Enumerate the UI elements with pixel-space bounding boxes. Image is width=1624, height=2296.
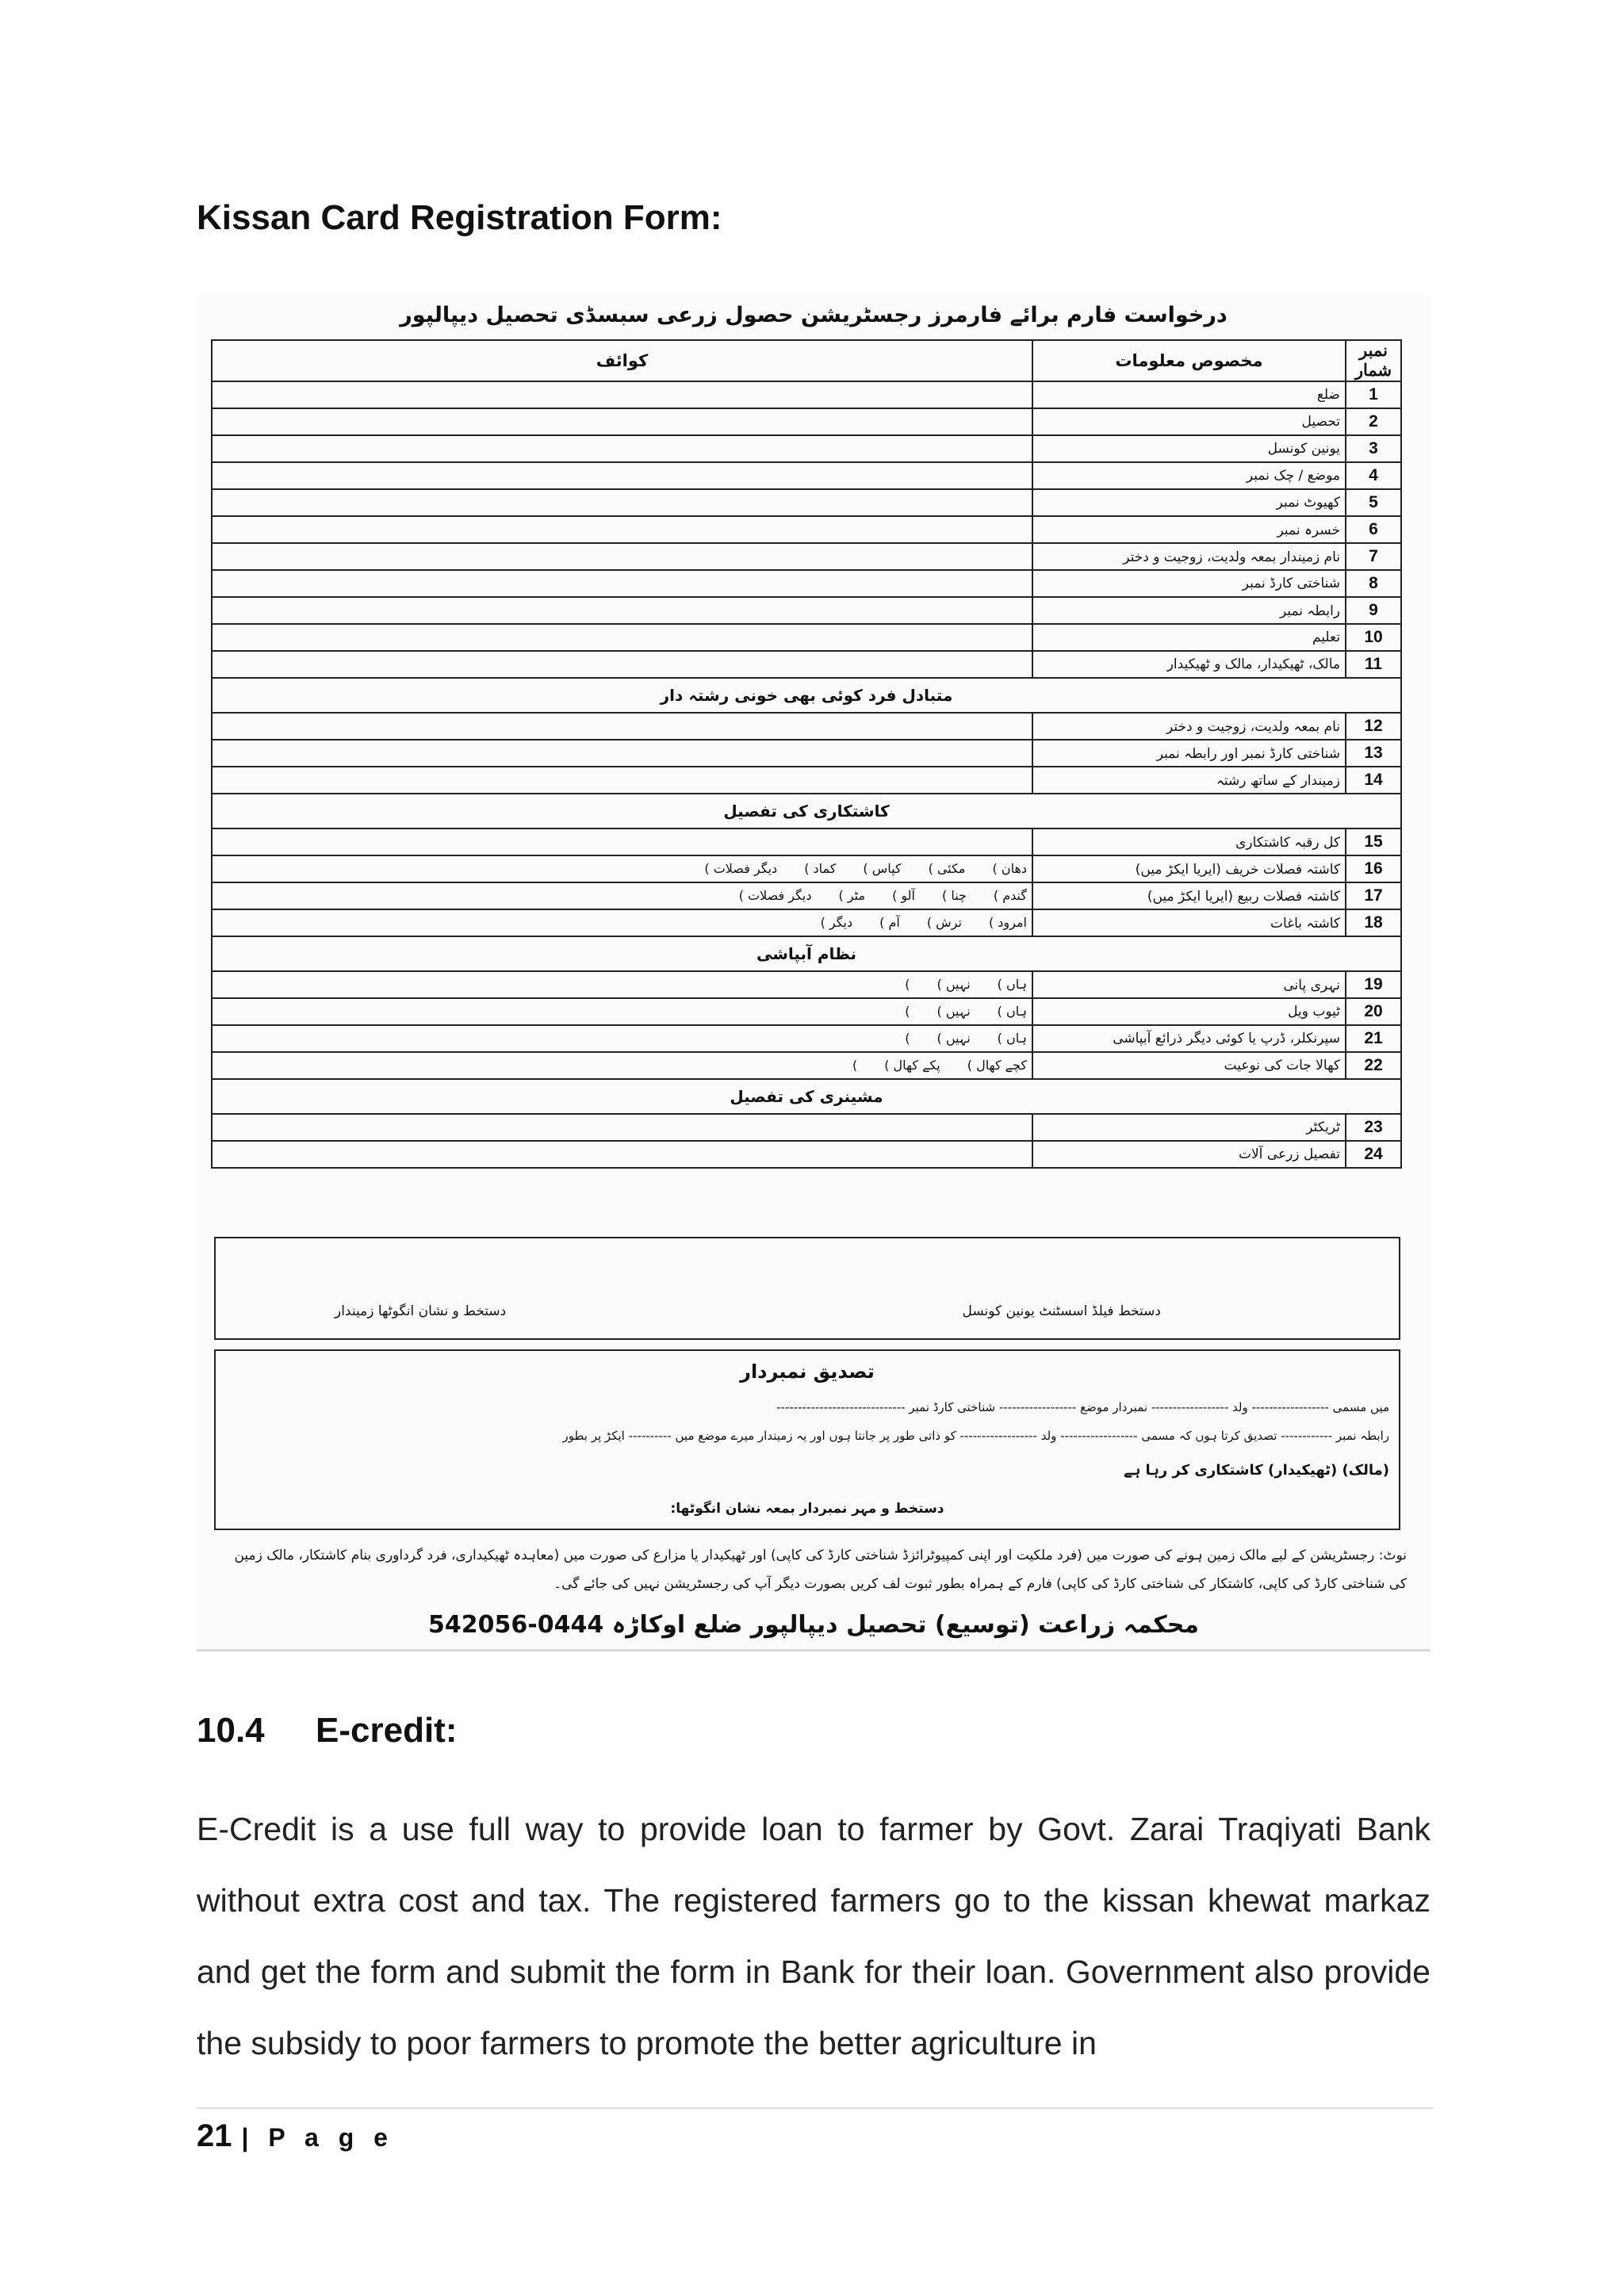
row-value-field[interactable] — [212, 1114, 1032, 1141]
row-value-field[interactable] — [212, 516, 1032, 543]
option-checkbox[interactable] — [852, 1058, 857, 1073]
form-table — [211, 339, 1402, 1169]
option-checkbox[interactable]: ہاں ) — [998, 1004, 1027, 1019]
row-number: 4 — [1346, 462, 1401, 489]
form-row — [212, 489, 1401, 516]
option-checkbox[interactable]: دھان ) — [992, 861, 1027, 876]
section-title: نظام آبپاشی — [212, 936, 1401, 971]
row-value-field[interactable] — [212, 435, 1032, 462]
section-title: مشینری کی تفصیل — [212, 1079, 1401, 1114]
scanned-registration-form — [197, 295, 1431, 1651]
signature-box — [214, 1237, 1400, 1340]
option-checkbox[interactable]: دیگر ) — [821, 915, 853, 930]
form-row — [212, 828, 1401, 855]
row-value-field[interactable] — [212, 624, 1032, 651]
section-heading — [197, 1711, 457, 1751]
row-value-field[interactable] — [212, 597, 1032, 624]
verification-line-3: (مالک) (ٹھیکیدار) کاشتکاری کر رہا ہے — [1124, 1462, 1389, 1479]
row-value-field[interactable] — [212, 909, 1032, 936]
option-checkbox[interactable]: دیگر فصلات ) — [704, 861, 777, 876]
row-label: ضلع — [1032, 381, 1346, 408]
row-number: 12 — [1346, 713, 1401, 740]
form-row — [212, 767, 1401, 794]
form-row — [212, 1025, 1401, 1052]
row-number: 1 — [1346, 381, 1401, 408]
form-row — [212, 855, 1401, 882]
option-checkbox[interactable]: ترش ) — [927, 915, 962, 930]
row-label: رابطہ نمبر — [1032, 597, 1346, 624]
row-value-field[interactable] — [212, 1052, 1032, 1079]
verification-title: تصدیق نمبردار — [740, 1360, 875, 1383]
option-checkbox[interactable]: آم ) — [879, 915, 900, 930]
row-number: 3 — [1346, 435, 1401, 462]
option-checkbox[interactable]: مٹر ) — [839, 888, 866, 903]
row-number: 24 — [1346, 1141, 1401, 1168]
verification-line-2: رابطہ نمبر ------------ تصدیق کرتا ہوں کہ مسمی ------------------ ولد ------------------ کو ذاتی طور پر جانتا ہوں اور یہ زمیندار میرے موضع میں ---------- ایکڑ پر بطور — [562, 1429, 1389, 1443]
option-checkbox[interactable] — [905, 977, 910, 992]
verification-line-1: میں مسمی ------------------ ولد ------------------ نمبردار موضع ------------------ شناختی کارڈ نمبر ------------------------------ — [776, 1400, 1389, 1414]
row-value-field[interactable] — [212, 408, 1032, 435]
row-value-field[interactable] — [212, 651, 1032, 678]
row-value-field[interactable] — [212, 1141, 1032, 1168]
row-number: 20 — [1346, 998, 1401, 1025]
section-cultivation — [212, 794, 1401, 828]
row-label: زمیندار کے ساتھ رشتہ — [1032, 767, 1346, 794]
row-label: نام بمعہ ولدیت، زوجیت و دختر — [1032, 713, 1346, 740]
row-number: 22 — [1346, 1052, 1401, 1079]
row-label: کل رقبہ کاشتکاری — [1032, 828, 1346, 855]
row-value-field[interactable] — [212, 971, 1032, 998]
form-header-row — [212, 340, 1401, 381]
option-checkbox[interactable]: نہیں ) — [937, 977, 971, 992]
option-checkbox[interactable] — [905, 1004, 910, 1019]
section-title: E-credit: — [316, 1711, 458, 1750]
option-checkbox[interactable]: نہیں ) — [937, 1031, 971, 1046]
row-label: کاشتہ فصلات خریف (ایریا ایکڑ میں) — [1032, 855, 1346, 882]
section-number: 10.4 — [197, 1711, 265, 1750]
form-row — [212, 543, 1401, 570]
form-row — [212, 882, 1401, 909]
form-row — [212, 1114, 1401, 1141]
row-value-field[interactable] — [212, 855, 1032, 882]
option-checkbox[interactable]: دیگر فصلات ) — [739, 888, 812, 903]
form-row — [212, 462, 1401, 489]
row-label: کاشتہ فصلات ربیع (ایریا ایکڑ میں) — [1032, 882, 1346, 909]
page-number: 21 — [197, 2118, 232, 2153]
option-checkbox[interactable]: امرود ) — [989, 915, 1027, 930]
form-footer-contact: محکمہ زراعت (توسیع) تحصیل دیپالپور ضلع اوکاڑہ 0444-542056 — [428, 1611, 1199, 1639]
row-label: تفصیل زرعی آلات — [1032, 1141, 1346, 1168]
section-machinery — [212, 1079, 1401, 1114]
option-checkbox[interactable]: ہاں ) — [998, 977, 1027, 992]
row-number: 11 — [1346, 651, 1401, 678]
row-number: 14 — [1346, 767, 1401, 794]
form-row — [212, 381, 1401, 408]
row-number: 16 — [1346, 855, 1401, 882]
form-row — [212, 998, 1401, 1025]
row-value-field[interactable] — [212, 713, 1032, 740]
section-title: کاشتکاری کی تفصیل — [212, 794, 1401, 828]
form-row — [212, 740, 1401, 767]
row-label: سپرنکلر، ڈرپ یا کوئی دیگر ذرائع آبپاشی — [1032, 1025, 1346, 1052]
row-label: کھالا جات کی نوعیت — [1032, 1052, 1346, 1079]
row-label: کھیوٹ نمبر — [1032, 489, 1346, 516]
row-label: ٹریکٹر — [1032, 1114, 1346, 1141]
row-value-field[interactable] — [212, 998, 1032, 1025]
form-row — [212, 651, 1401, 678]
option-checkbox[interactable]: پکے کھال ) — [884, 1058, 940, 1073]
form-note: نوٹ: رجسٹریشن کے لیے مالک زمین ہونے کی صورت میں (فرد ملکیت اور اپنی کمپیوٹرائزڈ شناختی کارڈ کی کاپی) اور ٹھیکیدار یا مزارع کی صورت میں (معاہدہ ٹھیکیداری، فرد گرداوری بنام کاشتکار، مالک زمین کی شناختی کارڈ کی کاپی، کاشتکار کی شناختی کارڈ کی کاپی) فارم کے ہمراہ بطور ثبوت لف کریں بصورت دیگر آپ کی رجسٹریشن نہیں کی جائے گی۔ — [234, 1548, 1407, 1592]
form-row — [212, 570, 1401, 597]
form-title: درخواست فارم برائے فارمرز رجسٹریشن حصول زرعی سبسڈی تحصیل دیپالپور — [400, 303, 1228, 327]
row-label: نہری پانی — [1032, 971, 1346, 998]
row-number: 21 — [1346, 1025, 1401, 1052]
row-label: ٹیوب ویل — [1032, 998, 1346, 1025]
verification-box — [214, 1349, 1400, 1530]
row-number: 9 — [1346, 597, 1401, 624]
verification-signature: دستخط و مہر نمبردار بمعہ نشان انگوٹھا: — [670, 1501, 944, 1517]
row-number: 18 — [1346, 909, 1401, 936]
row-label: خسرہ نمبر — [1032, 516, 1346, 543]
row-number: 17 — [1346, 882, 1401, 909]
option-checkbox[interactable]: کماد ) — [804, 861, 836, 876]
option-checkbox[interactable]: گندم ) — [994, 888, 1027, 903]
form-row — [212, 909, 1401, 936]
row-label: تعلیم — [1032, 624, 1346, 651]
row-value-field[interactable] — [212, 1025, 1032, 1052]
option-checkbox[interactable]: مکئی ) — [929, 861, 966, 876]
row-value-field[interactable] — [212, 740, 1032, 767]
row-value-field[interactable] — [212, 381, 1032, 408]
row-label: مالک، ٹھیکیدار، مالک و ٹھیکیدار — [1032, 651, 1346, 678]
option-checkbox[interactable]: کچے کھال ) — [967, 1058, 1027, 1073]
page-footer — [197, 2118, 394, 2154]
option-checkbox[interactable]: ہاں ) — [998, 1031, 1027, 1046]
row-label: تحصیل — [1032, 408, 1346, 435]
row-number: 23 — [1346, 1114, 1401, 1141]
form-row — [212, 713, 1401, 740]
row-number: 13 — [1346, 740, 1401, 767]
row-number: 10 — [1346, 624, 1401, 651]
option-checkbox[interactable] — [905, 1031, 910, 1046]
row-value-field[interactable] — [212, 882, 1032, 909]
row-number: 2 — [1346, 408, 1401, 435]
row-value-field[interactable] — [212, 462, 1032, 489]
option-checkbox[interactable]: آلو ) — [892, 888, 915, 903]
row-number: 8 — [1346, 570, 1401, 597]
footer-divider — [197, 2107, 1434, 2109]
form-row — [212, 1141, 1401, 1168]
row-label: شناختی کارڈ نمبر اور رابطہ نمبر — [1032, 740, 1346, 767]
option-checkbox[interactable]: چنا ) — [942, 888, 967, 903]
form-row — [212, 597, 1401, 624]
form-row — [212, 1052, 1401, 1079]
body-paragraph: E-Credit is a use full way to provide loan to farmer by Govt. Zarai Traqiyati Bank without extra cost and tax. The registered farmers go to the kissan khewat markaz and get the form and submit the form in Bank for their loan. Government also provide the subsidy to poor farmers to promote the better agriculture in — [197, 1811, 1431, 2061]
row-label: نام زمیندار بمعہ ولدیت، زوجیت و دختر — [1032, 543, 1346, 570]
header-number: نمبر شمار — [1346, 340, 1401, 381]
form-row — [212, 435, 1401, 462]
row-value-field[interactable] — [212, 489, 1032, 516]
page-label: | P a g e — [241, 2123, 394, 2152]
option-checkbox[interactable]: کپاس ) — [863, 861, 901, 876]
form-row — [212, 408, 1401, 435]
section-alternate-person — [212, 678, 1401, 713]
form-row — [212, 516, 1401, 543]
farmer-signature-label: دستخط و نشان انگوٹھا زمیندار — [335, 1303, 507, 1319]
header-details: کوائف — [212, 340, 1032, 381]
row-label: شناختی کارڈ نمبر — [1032, 570, 1346, 597]
row-label: کاشتہ باغات — [1032, 909, 1346, 936]
row-value-field[interactable] — [212, 767, 1032, 794]
row-number: 15 — [1346, 828, 1401, 855]
row-number: 7 — [1346, 543, 1401, 570]
section-title: متبادل فرد کوئی بھی خونی رشتہ دار — [212, 678, 1401, 713]
row-value-field[interactable] — [212, 828, 1032, 855]
row-label: موضع / چک نمبر — [1032, 462, 1346, 489]
row-label: یونین کونسل — [1032, 435, 1346, 462]
section-irrigation — [212, 936, 1401, 971]
row-number: 19 — [1346, 971, 1401, 998]
header-info: مخصوص معلومات — [1032, 340, 1346, 381]
assistant-signature-label: دستخط فیلڈ اسسٹنٹ یونین کونسل — [962, 1303, 1161, 1319]
form-row — [212, 624, 1401, 651]
row-value-field[interactable] — [212, 570, 1032, 597]
row-value-field[interactable] — [212, 543, 1032, 570]
page-heading: Kissan Card Registration Form: — [197, 198, 722, 237]
row-number: 6 — [1346, 516, 1401, 543]
row-number: 5 — [1346, 489, 1401, 516]
form-row — [212, 971, 1401, 998]
option-checkbox[interactable]: نہیں ) — [937, 1004, 971, 1019]
